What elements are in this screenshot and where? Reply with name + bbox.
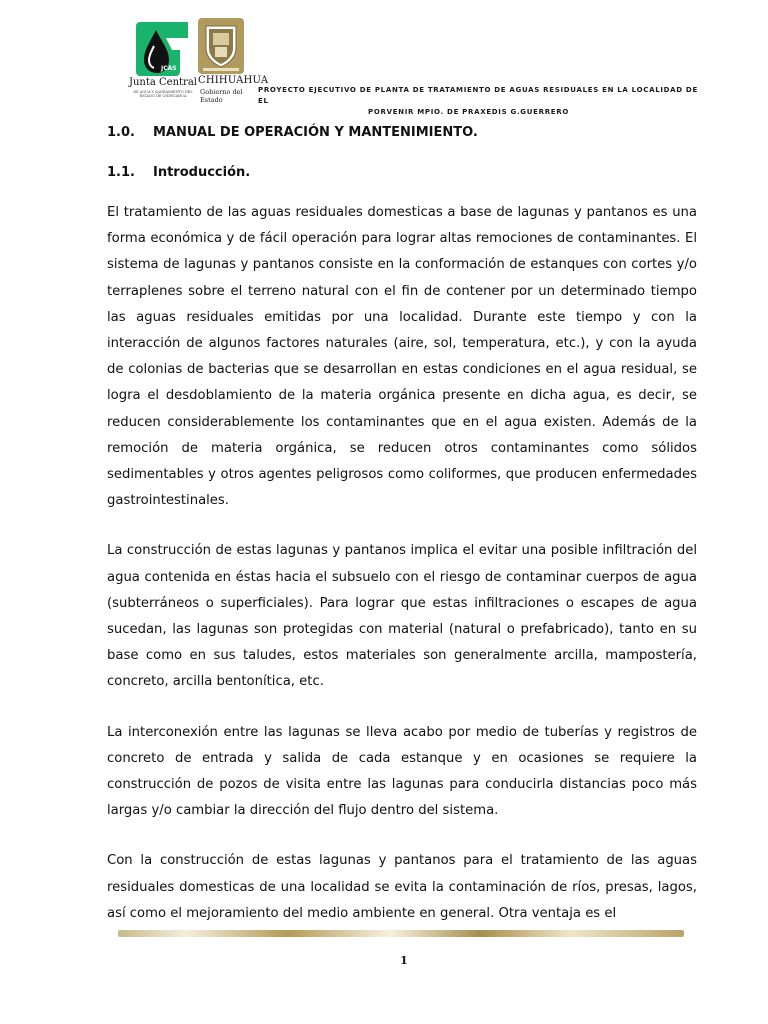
jcas-logo-icon <box>132 20 192 78</box>
page-header <box>0 0 768 115</box>
state-name: CHIHUAHUA <box>198 75 269 86</box>
document-body <box>107 122 697 927</box>
chihuahua-logo <box>198 18 269 104</box>
project-title-line1: PROYECTO EJECUTIVO DE PLANTA DE TRATAMIENTO DE AGUAS RESIDUALES EN LA LOCALIDAD DE EL <box>258 86 698 105</box>
paragraph-3: La interconexión entre las lagunas se lleva acabo por medio de tuberías y registros de concreto de entrada y salida de cada estanque y en ocasiones se requiere la construcción de pozos de visita entre las lagunas para conducirla distancias poco más largas y/o cambiar la dirección del flujo dentro del sistema. <box>107 724 697 819</box>
subsection-heading <box>107 162 697 184</box>
section-number: 1.0. <box>107 125 135 140</box>
footer-divider <box>118 930 684 937</box>
paragraph-2: La construcción de estas lagunas y pantanos implica el evitar una posible infiltración del agua contenida en éstas hacia el subsuelo con el riesgo de contaminar cuerpos de agua (subterráneos o superficiales). Para lograr que estas infiltraciones o escapes de agua sucedan, las lagunas son protegidas con material (natural o prefabricado), tanto en su base como en sus taludes, estos materiales son generalmente arcilla, mampostería, concreto, arcilla bentonítica, etc. <box>107 543 697 690</box>
paragraph-4: Con la construcción de estas lagunas y pantanos para el tratamiento de las aguas residuales domesticas de una localidad se evita la contaminación de ríos, presas, lagos, así como el mejoramiento del medio ambiente en general. Otra ventaja es el <box>107 853 697 921</box>
page-number: 1 <box>400 954 408 967</box>
jcas-subtitle: DE AGUA Y SANEAMIENTO DEL ESTADO DE CHIHUAHUA <box>133 90 193 98</box>
section-heading <box>107 122 697 144</box>
project-title-line2: PORVENIR MPIO. DE PRAXEDIS G.GUERRERO <box>368 108 570 116</box>
section-title: MANUAL DE OPERACIÓN Y MANTENIMIENTO. <box>153 125 478 140</box>
chihuahua-shield-icon <box>198 18 244 74</box>
subsection-number: 1.1. <box>107 165 135 180</box>
project-title <box>258 85 698 118</box>
state-government: Gobierno del Estado <box>200 88 243 104</box>
subsection-title: Introducción. <box>153 165 251 180</box>
paragraph-1: El tratamiento de las aguas residuales domesticas a base de lagunas y pantanos es una forma económica y de fácil operación para lograr altas remociones de contaminantes. El sistema de lagunas y pantanos consiste en la conformación de estanques con cortes y/o terraplenes sobre el terreno natural con el fin de contener por un determinado tiempo las aguas residuales emitidas por una localidad. Durante este tiempo y con la interacción de algunos factores naturales (aire, sol, temperatura, etc.), y con la ayuda de colonias de bacterias que se desarrollan en estas condiciones en el agua residual, se logra el desdoblamiento de la materia orgánica presente en dicha agua, es decir, se reducen considerablemente los contaminantes que en el agua existen. Además de la remoción de materia orgánica, se reducen otros contaminantes como sólidos sedimentables y otros agentes peligrosos como coliformes, que producen enfermedades gastrointestinales. <box>107 205 697 509</box>
jcas-logo-letters: JCAS <box>161 65 177 72</box>
jcas-name: Junta Central <box>128 77 198 88</box>
jcas-logo <box>128 20 198 102</box>
